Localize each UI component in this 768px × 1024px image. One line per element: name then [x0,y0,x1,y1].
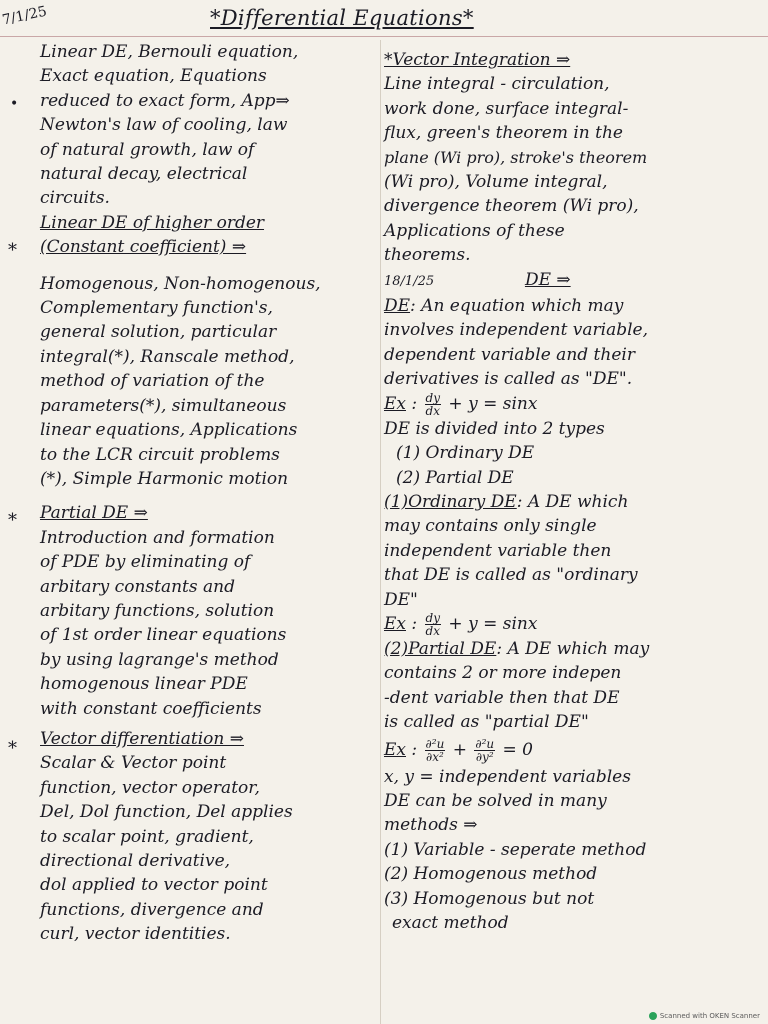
column-divider [380,40,381,1024]
margin-line [0,36,768,37]
higher-order-heading: Linear DE of higher order [40,212,265,233]
constant-coefficient-heading: (Constant coefficient) ⇒ [40,237,247,258]
star-marker: * [8,240,17,261]
vd-line: to scalar point, gradient, [40,826,254,847]
de-heading: DE ⇒ [524,269,571,290]
de-definition-line: dependent variable and their [384,344,635,365]
higher-line: (*), Simple Harmonic motion [40,468,289,489]
pde-line: homogenous linear PDE [40,674,248,695]
de-definition-line: derivatives is called as "DE". [384,369,633,390]
higher-line: method of variation of the [40,371,265,392]
intro-line: natural decay, electrical [40,164,248,185]
vi-line: Applications of these [384,220,565,241]
fraction: $\frac{dy}{dx}$ [425,610,441,638]
solve-line: (3) Homogenous but not [384,888,595,909]
solve-line: (1) Variable - seperate method [384,839,647,860]
ode-label: (1)Ordinary DE [384,491,517,512]
vi-line: divergence theorem (Wi pro), [384,196,639,217]
star-marker: * [8,510,17,531]
vd-line: curl, vector identities. [40,924,231,945]
pde-line: arbitary functions, solution [40,600,275,621]
vi-line: plane (Wi pro), stroke's theorem [384,147,648,167]
pde-def-line: -dent variable then that DE [384,687,620,708]
solve-line: DE can be solved in many [384,790,607,811]
higher-line: Complementary function's, [40,298,273,319]
intro-line: of natural growth, law of [40,139,255,160]
de-label: DE [384,296,411,317]
higher-line: Homogenous, Non-homogenous, [40,273,321,294]
pde-line: arbitary constants and [40,576,235,597]
vd-line: function, vector operator, [40,777,260,798]
vi-line: Line integral - circulation, [384,74,610,95]
intro-line: reduced to exact form, App⇒ [40,90,290,111]
partial-de-heading: Partial DE ⇒ [40,503,148,524]
solve-line: methods ⇒ [384,815,478,836]
ode-line: may contains only single [384,516,597,537]
pde-def-line: is called as "partial DE" [384,712,589,733]
vd-line: dol applied to vector point [40,875,268,896]
higher-line: general solution, particular [40,322,277,343]
example-1: Ex : $\frac{dy}{dx}$ + y = sinx [384,390,538,418]
variables-line: x, y = independent variables [384,766,631,787]
de-definition-line: involves independent variable, [384,320,649,341]
scanner-watermark: Scanned with OKEN Scanner [649,1012,760,1020]
pde-def-line: contains 2 or more indepen [384,663,622,684]
intro-line: Exact equation, Equations [40,66,267,87]
vector-differentiation-heading: Vector differentiation ⇒ [40,728,244,749]
fraction: $\frac{\text{∂²u}}{\text{∂x²}}$ [425,736,445,764]
pde-text: : A DE which may [496,638,650,659]
type-ordinary: (1) Ordinary DE [396,443,535,464]
vi-line: (Wi pro), Volume integral, [384,172,608,193]
pde-line: of 1st order linear equations [40,625,287,646]
vd-line: Scalar & Vector point [40,753,227,774]
left-column [40,40,370,947]
pde-line: Introduction and formation [40,527,275,548]
page-title: *Differential Equations* [210,6,474,30]
vd-line: directional derivative, [40,851,231,871]
ode-text: : A DE which [516,491,629,512]
pde-line: by using lagrange's method [40,649,279,670]
intro-line: Linear DE, Bernouli equation, [40,42,299,62]
ode-line: independent variable then [384,540,612,561]
star-marker: * [8,738,17,759]
pde-label: (2)Partial DE [384,638,497,659]
fraction: $\frac{dy}{dx}$ [425,390,441,418]
margin-dot: • [10,96,19,112]
intro-line: circuits. [40,188,110,209]
ode-line: DE" [384,589,418,610]
vi-line: work done, surface integral- [384,98,629,119]
example-3: Ex : $\frac{\text{∂²u}}{\text{∂x²}}$ + $\frac{\text{∂²u}}{\text{∂y²}}$ = 0 [384,736,533,764]
example-2: Ex : $\frac{dy}{dx}$ + y = sinx [384,610,538,638]
type-partial: (2) Partial DE [396,467,514,488]
higher-line: linear equations, Applications [40,420,298,441]
vi-line: theorems. [384,245,471,266]
types-line: DE is divided into 2 types [384,418,605,439]
right-column [384,40,764,935]
fraction: $\frac{\text{∂²u}}{\text{∂y²}}$ [475,736,495,764]
solve-line: exact method [392,913,509,933]
intro-line: Newton's law of cooling, law [40,115,288,136]
vd-line: Del, Dol function, Del applies [40,802,293,823]
vector-integration-heading: *Vector Integration ⇒ [384,50,571,70]
vd-line: functions, divergence and [40,899,264,920]
vi-line: flux, green's theorem in the [384,123,623,144]
higher-line: parameters(*), simultaneous [40,395,287,416]
pde-line: of PDE by eliminating of [40,552,251,573]
solve-line: (2) Homogenous method [384,864,598,885]
date-second: 18/1/25 [384,273,435,289]
higher-line: integral(*), Ranscale method, [40,346,295,367]
de-definition: : An equation which may [410,296,624,317]
higher-line: to the LCR circuit problems [40,444,280,465]
scanner-icon [649,1012,657,1020]
pde-line: with constant coefficients [40,698,262,719]
date-top: 7/1/25 [0,3,49,29]
ode-line: that DE is called as "ordinary [384,565,638,586]
